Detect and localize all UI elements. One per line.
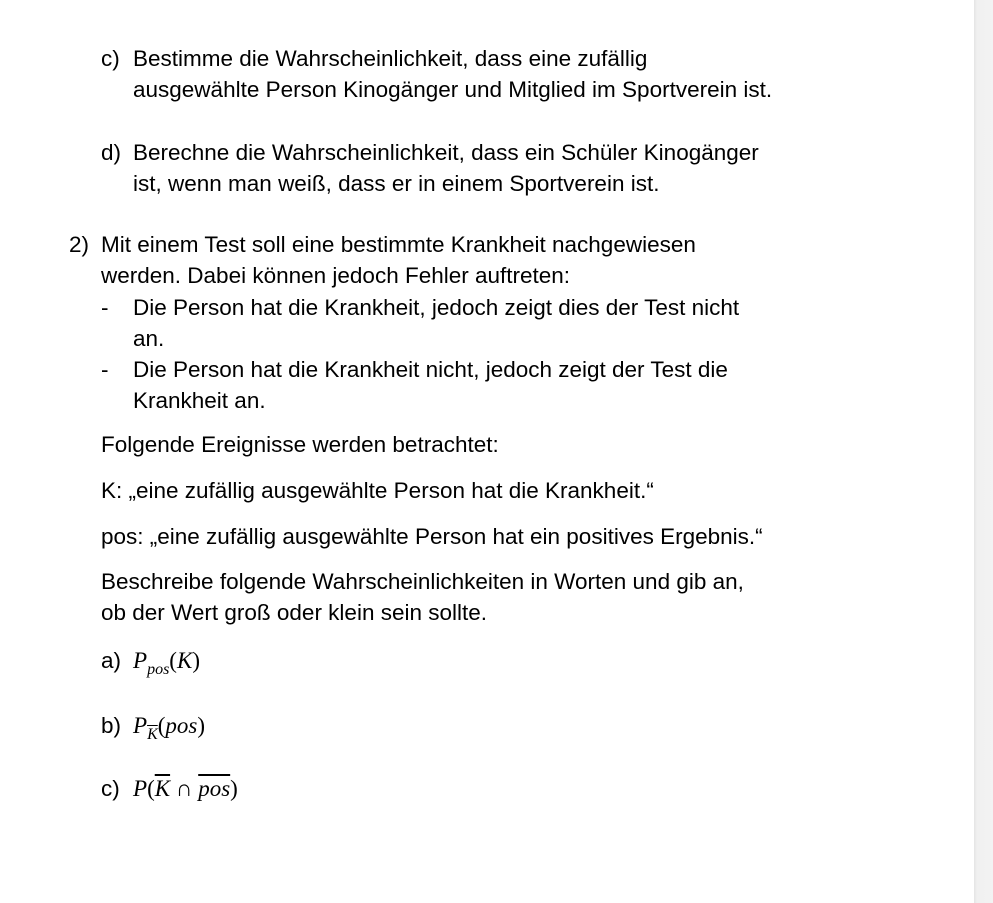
- exercise-intro-line1: Mit einem Test soll eine bestimmte Krankheit nachgewiesen: [101, 232, 696, 257]
- intersection-symbol: ∩: [175, 776, 193, 801]
- symbol-p: P: [133, 713, 148, 738]
- task-instruction-line2: ob der Wert groß oder klein sein sollte.: [101, 600, 488, 625]
- bullet-1-line2: an.: [133, 326, 165, 351]
- bullet-dash: -: [101, 357, 109, 382]
- task-d-label: d): [101, 140, 122, 165]
- pos-complement: $\overline{pos}$: [198, 776, 231, 801]
- subscript-k-complement: K: [147, 726, 158, 743]
- part-c-label: c): [101, 776, 120, 801]
- task-instruction-line1: Beschreibe folgende Wahrscheinlichkeiten in Worten und gib an,: [101, 569, 744, 594]
- part-a-label: a): [101, 648, 122, 673]
- argument-k: K: [176, 648, 193, 673]
- viewer-scroll-gutter[interactable]: [974, 0, 993, 903]
- task-c-line1: Bestimme die Wahrscheinlichkeit, dass eine zufällig: [133, 46, 648, 71]
- event-k-definition: K: „eine zufällig ausgewählte Person hat die Krankheit.“: [101, 478, 654, 503]
- events-intro: Folgende Ereignisse werden betrachtet:: [101, 432, 499, 457]
- event-pos-definition: pos: „eine zufällig ausgewählte Person hat ein positives Ergebnis.“: [101, 524, 763, 549]
- subscript-pos: pos: [147, 661, 170, 678]
- exercise-number: 2): [69, 232, 90, 257]
- task-d-line2: ist, wenn man weiß, dass er in einem Sportverein ist.: [133, 171, 660, 196]
- task-c-label: c): [101, 46, 120, 71]
- symbol-p: P: [133, 776, 148, 801]
- exercise-intro-line2: werden. Dabei können jedoch Fehler auftreten:: [101, 263, 571, 288]
- bullet-2-line2: Krankheit an.: [133, 388, 266, 413]
- bullet-dash: -: [101, 295, 109, 320]
- task-c-line2: ausgewählte Person Kinogänger und Mitglied im Sportverein ist.: [133, 77, 773, 102]
- part-c-formula: $P(\overline{K}$ ∩ $\overline{pos}$): [133, 776, 238, 801]
- part-b-formula: $P_{\overline{K}}(pos)$: [133, 713, 206, 743]
- task-d-line1: Berechne die Wahrscheinlichkeit, dass ein Schüler Kinogänger: [133, 140, 759, 165]
- part-b-label: b): [101, 713, 122, 738]
- part-a-formula: $P_{pos}(K)$: [133, 648, 200, 678]
- bullet-1-line1: Die Person hat die Krankheit, jedoch zeigt dies der Test nicht: [133, 295, 740, 320]
- symbol-p: P: [133, 648, 148, 673]
- argument-pos: pos: [165, 713, 198, 738]
- bullet-2-line1: Die Person hat die Krankheit nicht, jedoch zeigt der Test die: [133, 357, 728, 382]
- k-complement: $\overline{K}$: [154, 776, 171, 801]
